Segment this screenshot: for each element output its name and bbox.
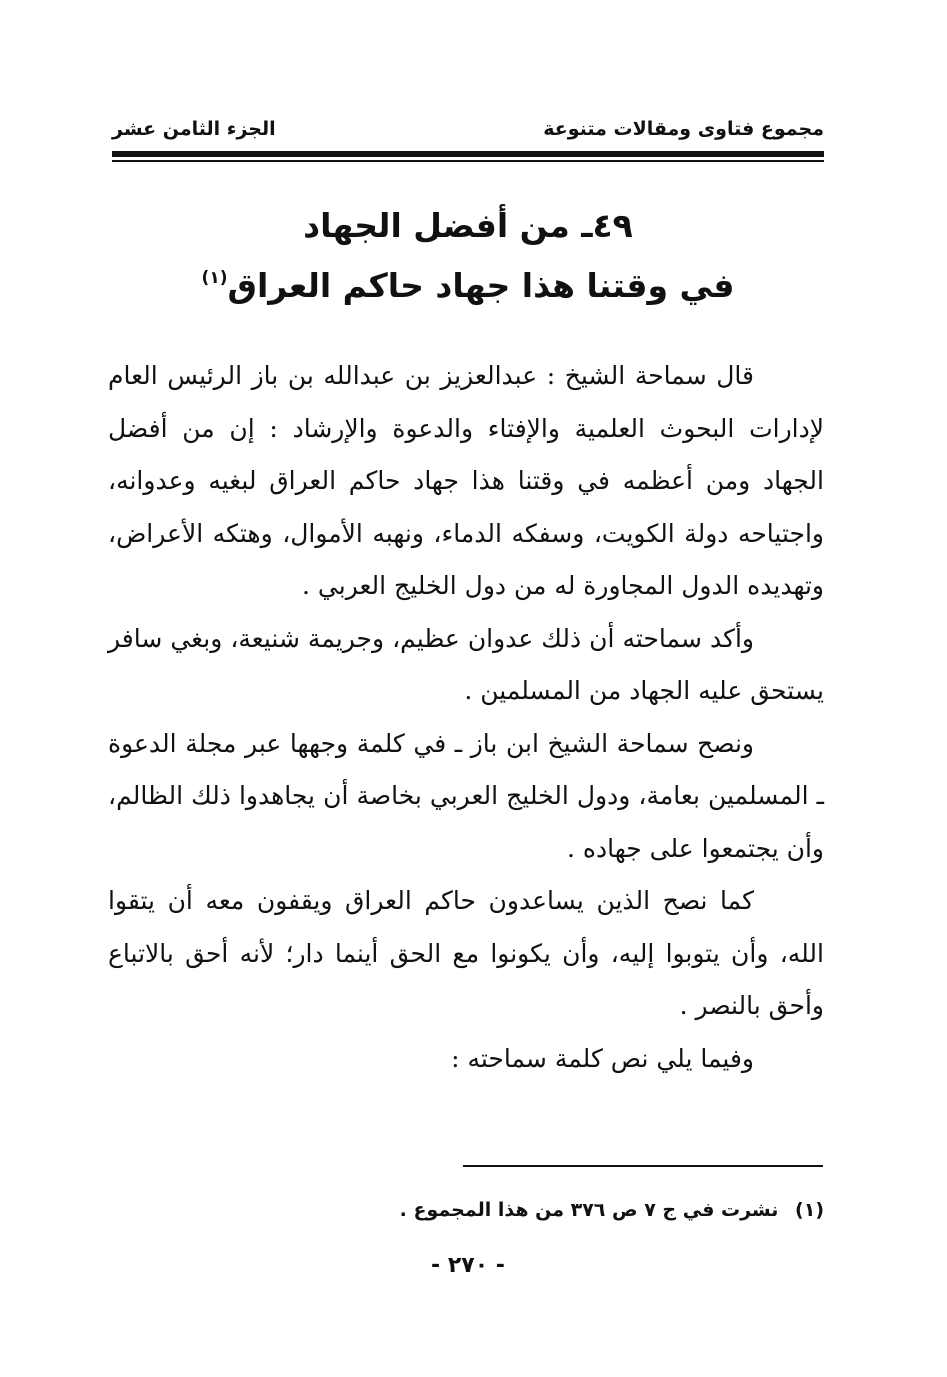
body-text xyxy=(108,350,824,1085)
footnote-text: نشرت في ج ٧ ص ٣٧٦ من هذا المجموع . xyxy=(399,1199,779,1221)
volume-label: الجزء الثامن عشر xyxy=(112,118,276,140)
paragraph-5: وفيما يلي نص كلمة سماحته : xyxy=(451,1043,754,1073)
paragraph-2: وأكد سماحته أن ذلك عدوان عظيم، وجريمة شنيعة، وبغي سافر يستحق عليه الجهاد من المسلمين . xyxy=(108,623,824,705)
footnote-number: (١) xyxy=(795,1199,824,1221)
paragraph-1: قال سماحة الشيخ : عبدالعزيز بن عبدالله بن باز الرئيس العام لإدارات البحوث العلمية والإفتاء والدعوة والإرشاد : إن من أفضل الجهاد ومن أعظمه في وقتنا هذا جهاد حاكم العراق لبغيه وعدوانه، واجتياحه دولة الكويت، وسفكه الدماء، ونهبه الأموال، وهتكه الأعراض، وتهديده الدول المجاورة له من دول الخليج العربي . xyxy=(108,361,824,600)
paragraph-3: ونصح سماحة الشيخ ابن باز ـ في كلمة وجهها عبر مجلة الدعوة ـ المسلمين بعامة، ودول الخليج العربي بخاصة أن يجاهدوا ذلك الظالم، وأن يجتمعوا على جهاده . xyxy=(108,728,824,863)
footnote xyxy=(112,1195,824,1225)
footnote-separator xyxy=(463,1165,823,1167)
title-line-2-wrap xyxy=(112,252,824,312)
title-line-2: في وقتنا هذا جهاد حاكم العراق xyxy=(227,266,735,305)
book-title: مجموع فتاوى ومقالات متنوعة xyxy=(543,118,824,140)
article-title xyxy=(112,200,824,312)
title-line-1: ٤٩ـ من أفضل الجهاد xyxy=(303,206,633,245)
header-rule-thin xyxy=(112,160,824,162)
title-footnote-marker: (١) xyxy=(201,268,228,288)
running-header xyxy=(112,112,824,152)
page-number: - ٢٧٠ - xyxy=(431,1253,505,1278)
paragraph-4: كما نصح الذين يساعدون حاكم العراق ويقفون معه أن يتقوا الله، وأن يتوبوا إليه، وأن يكونوا مع الحق أينما دار؛ لأنه أحق بالاتباع وأحق بالنصر . xyxy=(108,886,824,1020)
header-rule-thick xyxy=(112,151,824,157)
